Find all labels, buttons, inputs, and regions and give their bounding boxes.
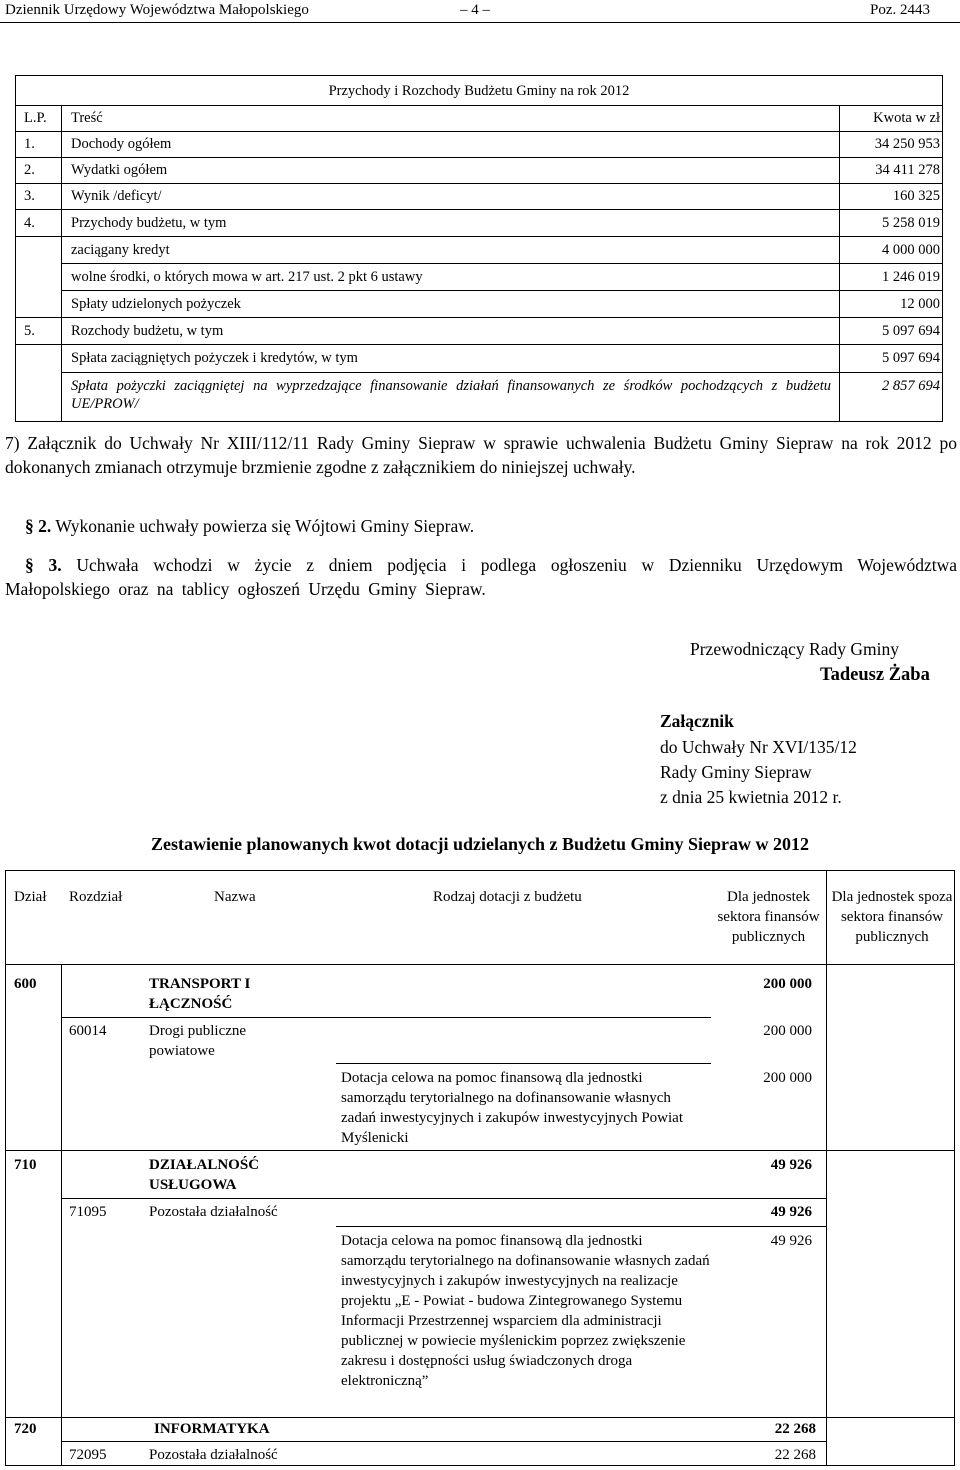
paragraph-s2	[25, 514, 955, 538]
section-text: Uchwała wchodzi w życie z dniem podjęcia i podlega ogłoszeniu w Dzienniku Urzędowym Województwa Małopolskiego oraz na tablicy ogłoszeń Urzędu Gminy Siepraw.	[5, 555, 958, 599]
section-text: Wykonanie uchwały powierza się Wójtowi Gminy Siepraw.	[55, 516, 475, 536]
row-sektor: 49 926	[770, 1157, 812, 1173]
section-number: § 3.	[25, 555, 62, 575]
col-nazwa: Nazwa	[214, 889, 256, 905]
row-rodzaj: Dotacja celowa na pomoc finansową dla jednostki samorządu terytorialnego na dofinansowanie własnych zadań inwestycyjnych i zakupów inwestycyjnych Powiat Myślenicki	[341, 1070, 683, 1146]
grants-table	[5, 870, 955, 1466]
row-sektor: 22 268	[774, 1421, 816, 1437]
row-value: 12 000	[900, 296, 940, 312]
row-label: Wydatki ogółem	[71, 162, 168, 178]
row-value: 5 097 694	[882, 323, 940, 339]
row-sektor: 49 926	[770, 1233, 812, 1249]
row-label: Wynik /deficyt/	[71, 188, 162, 204]
col-spoza: Dla jednostek spoza sektora finansów publicznych	[831, 889, 953, 945]
row-rozdzial: 60014	[69, 1023, 107, 1039]
row-value: 160 325	[892, 188, 940, 204]
attachment-title: Załącznik	[660, 711, 734, 731]
row-lp: 1.	[24, 136, 35, 152]
col-sektor: Dla jednostek sektora finansów publicznych	[717, 889, 820, 945]
paragraph-s3	[5, 553, 957, 601]
row-sektor: 200 000	[763, 1023, 812, 1039]
row-sektor: 49 926	[770, 1204, 812, 1220]
signature-role: Przewodniczący Rady Gminy	[690, 639, 899, 659]
row-lp: 2.	[24, 162, 35, 178]
row-dzial: 720	[14, 1421, 37, 1437]
grants-title: Zestawienie planowanych kwot dotacji udzielanych z Budżetu Gminy Siepraw w 2012	[150, 834, 810, 854]
section-number: § 2.	[25, 516, 52, 536]
row-label: Rozchody budżetu, w tym	[71, 323, 224, 339]
row-value: 5 258 019	[882, 215, 940, 231]
journal-name: Dziennik Urzędowy Województwa Małopolskiego	[5, 2, 309, 18]
attachment-line1: do Uchwały Nr XVI/135/12	[660, 737, 857, 757]
row-value: 2 857 694	[882, 378, 940, 394]
row-lp: 4.	[24, 215, 35, 231]
budget-table-title: Przychody i Rozchody Budżetu Gminy na rok 2012	[328, 83, 630, 99]
col-kwota: Kwota w zł	[873, 110, 940, 126]
col-rozdzial: Rozdział	[69, 889, 123, 905]
row-lp: 3.	[24, 188, 35, 204]
budget-table	[15, 75, 943, 422]
row-sektor: 200 000	[763, 1070, 812, 1086]
attachment-line3: z dnia 25 kwietnia 2012 r.	[660, 787, 842, 807]
col-tresc: Treść	[71, 110, 103, 126]
row-nazwa: Pozostała działalność	[149, 1447, 278, 1463]
col-lp: L.P.	[24, 110, 47, 126]
row-label: wolne środki, o których mowa w art. 217 ust. 2 pkt 6 ustawy	[71, 269, 423, 285]
row-label: zaciągany kredyt	[71, 242, 170, 258]
row-label: Spłata pożyczki zaciągniętej na wyprzedzające finansowanie działań finansowanych ze środków pochodzących z budżetu UE/PROW/	[71, 378, 831, 412]
paragraph-7: 7) Załącznik do Uchwały Nr XIII/112/11 Rady Gminy Siepraw w sprawie uchwalenia Budżetu Gminy Siepraw na rok 2012 po dokonanych zmianach otrzymuje brzmienie zgodne z załącznikiem do niniejszej uchwały.	[5, 433, 957, 477]
row-nazwa: TRANSPORT I ŁĄCZNOŚĆ	[149, 976, 251, 1012]
row-nazwa: DZIAŁALNOŚĆ USŁUGOWA	[149, 1157, 260, 1193]
row-value: 4 000 000	[882, 242, 940, 258]
col-rodzaj: Rodzaj dotacji z budżetu	[433, 889, 582, 905]
row-rozdzial: 71095	[69, 1204, 107, 1220]
row-nazwa: Pozostała działalność	[149, 1204, 278, 1220]
row-sektor: 200 000	[763, 976, 812, 992]
row-nazwa: Drogi publiczne powiatowe	[149, 1023, 247, 1059]
row-label: Spłaty udzielonych pożyczek	[71, 296, 241, 312]
row-nazwa: INFORMATYKA	[154, 1421, 270, 1437]
row-dzial: 710	[14, 1157, 37, 1173]
row-value: 34 411 278	[875, 162, 940, 178]
row-label: Dochody ogółem	[71, 136, 172, 152]
row-sektor: 22 268	[774, 1447, 816, 1463]
position-number: Poz. 2443	[870, 2, 930, 18]
row-label: Przychody budżetu, w tym	[71, 215, 227, 231]
row-value: 1 246 019	[882, 269, 940, 285]
signature-name: Tadeusz Żaba	[820, 665, 930, 685]
row-value: 5 097 694	[882, 350, 940, 366]
col-dzial: Dział	[14, 889, 47, 905]
attachment-line2: Rady Gminy Siepraw	[660, 762, 812, 782]
row-rodzaj: Dotacja celowa na pomoc finansową dla jednostki samorządu terytorialnego na dofinansowanie własnych zadań inwestycyjnych i zakupów inwestycyjnych na realizacje projektu „E - Powiat - budowa Zintegrowanego Systemu Informacji Przestrzennej wsparciem dla administracji publicznej w powiecie myślenickim poprzez zwiększenie zakresu i dostępności usług świadczonych droga elektroniczną”	[341, 1233, 710, 1389]
row-label: Spłata zaciągniętych pożyczek i kredytów, w tym	[71, 350, 358, 366]
row-lp: 5.	[24, 323, 35, 339]
row-value: 34 250 953	[874, 136, 940, 152]
row-rozdzial: 72095	[69, 1447, 107, 1463]
page-number: – 4 –	[460, 2, 490, 18]
header-rule	[0, 22, 960, 23]
row-dzial: 600	[14, 976, 37, 992]
